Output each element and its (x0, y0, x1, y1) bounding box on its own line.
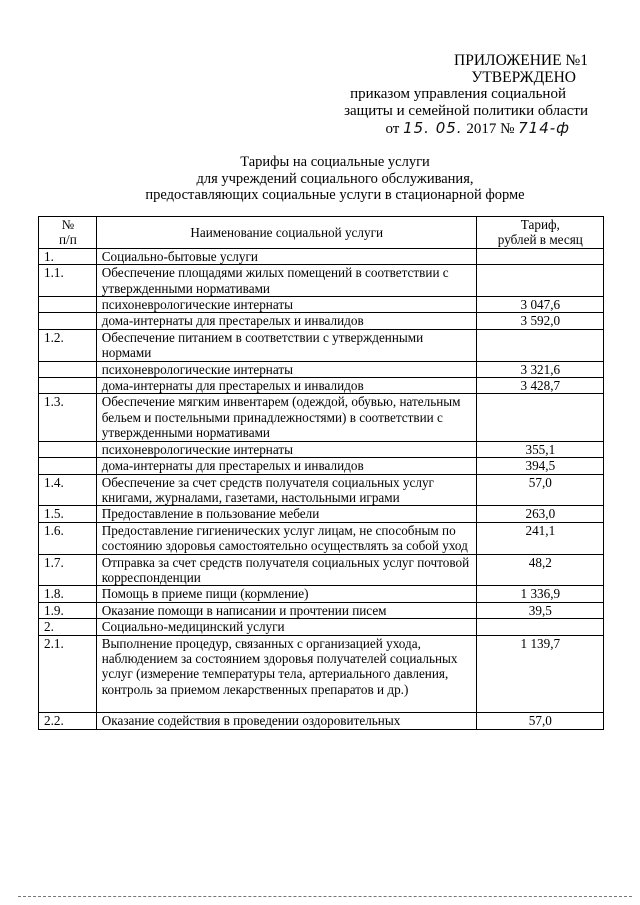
tariff-table (38, 216, 604, 730)
date-prefix: от (385, 121, 400, 137)
row-number (39, 378, 97, 394)
column-header-tariff-line2: рублей в месяц (497, 232, 583, 248)
table-row (39, 378, 604, 394)
tariff-value: 3 428,7 (476, 378, 603, 394)
column-header-tariff (476, 217, 603, 249)
table-row (39, 361, 604, 377)
table-row (39, 329, 604, 361)
table-row (39, 635, 604, 713)
table-row (39, 713, 604, 729)
appendix-label: ПРИЛОЖЕНИЕ №1 (454, 52, 588, 69)
row-number: 1.2. (39, 329, 97, 361)
row-number (39, 458, 97, 474)
table-row (39, 313, 604, 329)
service-name: психоневрологические интернаты (96, 297, 476, 313)
order-line-2: защиты и семейной политики области (344, 103, 588, 119)
service-name: психоневрологические интернаты (96, 441, 476, 457)
service-name: Социально-бытовые услуги (96, 248, 476, 264)
row-number: 1.4. (39, 474, 97, 506)
table-row (39, 458, 604, 474)
table-row (39, 619, 604, 635)
table-row (39, 586, 604, 602)
handwritten-number: 714-ф (518, 119, 570, 137)
tariff-value: 39,5 (476, 602, 603, 618)
table-row (39, 248, 604, 264)
tariff-value: 57,0 (476, 474, 603, 506)
tariff-value (476, 619, 603, 635)
row-number: 2.2. (39, 713, 97, 729)
row-number: 2.1. (39, 635, 97, 713)
tariff-value: 3 047,6 (476, 297, 603, 313)
tariff-value: 57,0 (476, 713, 603, 729)
tariff-value: 1 139,7 (476, 635, 603, 713)
order-year: 2017 № (466, 121, 515, 137)
service-name: Социально-медицинский услуги (96, 619, 476, 635)
service-name: дома-интернаты для престарелых и инвалидов (96, 313, 476, 329)
tariff-value: 3 592,0 (476, 313, 603, 329)
title-line-3: предоставляющих социальные услуги в стационарной форме (145, 187, 525, 203)
table-header-row (39, 217, 604, 249)
table-row (39, 506, 604, 522)
service-name: дома-интернаты для престарелых и инвалидов (96, 378, 476, 394)
row-number (39, 361, 97, 377)
column-header-tariff-line1: Тариф, (520, 217, 560, 232)
column-header-number (39, 217, 97, 249)
table-row (39, 441, 604, 457)
tariff-value: 394,5 (476, 458, 603, 474)
tariff-value (476, 248, 603, 264)
table-row (39, 602, 604, 618)
scan-edge-line (18, 896, 632, 897)
tariff-value (476, 265, 603, 297)
order-date-line (344, 120, 588, 138)
row-number: 1.7. (39, 554, 97, 586)
table-row (39, 394, 604, 441)
table-row (39, 297, 604, 313)
service-name: психоневрологические интернаты (96, 361, 476, 377)
tariff-value: 355,1 (476, 441, 603, 457)
row-number: 1.1. (39, 265, 97, 297)
service-name: Выполнение процедур, связанных с организацией ухода, наблюдением за состоянием здоровья получателей социальных услуг (измерение температуры тела, артериального давления, контроль за приемом лекарственных препаратов и др.) (96, 635, 476, 713)
service-name: Обеспечение питанием в соответствии с утвержденными нормами (96, 329, 476, 361)
service-name: Обеспечение площадями жилых помещений в соответствии с утвержденными нормативами (96, 265, 476, 297)
column-header-number-line1: № (61, 217, 75, 232)
row-number: 1.9. (39, 602, 97, 618)
tariff-value (476, 329, 603, 361)
service-name: Обеспечение за счет средств получателя социальных услуг книгами, журналами, газетами, настольными играми (96, 474, 476, 506)
table-row (39, 554, 604, 586)
row-number (39, 441, 97, 457)
table-body (39, 248, 604, 729)
row-number: 1. (39, 248, 97, 264)
service-name: дома-интернаты для престарелых и инвалидов (96, 458, 476, 474)
row-number: 1.6. (39, 522, 97, 554)
order-line-1: приказом управления социальной (350, 86, 566, 102)
title-line-1: Тарифы на социальные услуги (240, 154, 430, 170)
title-line-2: для учреждений социального обслуживания, (196, 170, 474, 187)
service-name: Оказание помощи в написании и прочтении писем (96, 602, 476, 618)
approved-label: УТВЕРЖДЕНО (471, 69, 576, 86)
document-title (0, 154, 640, 204)
approval-header (344, 52, 588, 138)
row-number: 1.5. (39, 506, 97, 522)
row-number: 1.8. (39, 586, 97, 602)
tariff-value: 1 336,9 (476, 586, 603, 602)
tariff-value: 3 321,6 (476, 361, 603, 377)
tariff-value: 263,0 (476, 506, 603, 522)
table-row (39, 474, 604, 506)
service-name: Отправка за счет средств получателя социальных услуг почтовой корреспонденции (96, 554, 476, 586)
handwritten-date: 15. 05. (403, 119, 463, 137)
service-name: Предоставление гигиенических услуг лицам, не способным по состоянию здоровья самостоятельно осуществлять за собой уход (96, 522, 476, 554)
column-header-name: Наименование социальной услуги (96, 217, 476, 249)
service-name: Обеспечение мягким инвентарем (одеждой, обувью, нательным бельем и постельными принадлежностями) в соответствии с утвержденными нормативами (96, 394, 476, 441)
table-row (39, 522, 604, 554)
tariff-value: 241,1 (476, 522, 603, 554)
tariff-value (476, 394, 603, 441)
row-number (39, 313, 97, 329)
row-number (39, 297, 97, 313)
column-header-number-line2: п/п (58, 232, 77, 248)
service-name: Оказание содействия в проведении оздоровительных (96, 713, 476, 729)
row-number: 2. (39, 619, 97, 635)
service-name: Предоставление в пользование мебели (96, 506, 476, 522)
table-row (39, 265, 604, 297)
service-name: Помощь в приеме пищи (кормление) (96, 586, 476, 602)
row-number: 1.3. (39, 394, 97, 441)
tariff-value: 48,2 (476, 554, 603, 586)
